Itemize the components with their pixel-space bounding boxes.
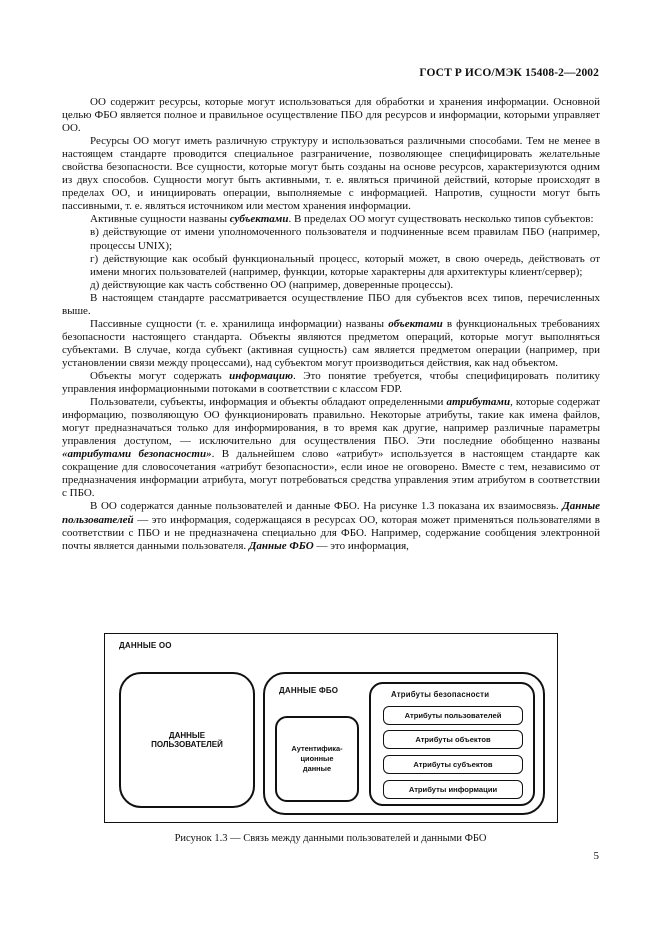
text-run: В ОО содержатся данные пользователей и данные ФБО. На рисунке 1.3 показана их взаимосвязь. (90, 500, 563, 513)
document-body (62, 96, 600, 553)
list-item: в) действующие от имени уполномоченного пользователя и подчиненные всем правилам ПБО (например, процессы UNIX); (90, 226, 600, 252)
paragraph (62, 370, 600, 396)
user-data-label-line2: ПОЛЬЗОВАТЕЛЕЙ (151, 740, 223, 749)
term-attributes: атрибутами (446, 396, 511, 409)
term-objects: объектами (388, 317, 443, 330)
text-run: в функциональных требованиях безопасности настоящего стандарта. Объекты являются предметом операций, которые могут выполняться субъектами. В случае, когда субъект (активная сущность) сам является предметом операции (например, при установлении связи между процессами), над субъектом могут производиться действия, как над объектом. (62, 317, 600, 369)
term-user-data: Данные пользователей (62, 500, 600, 526)
paragraph (62, 213, 600, 226)
text-run: Пользователи, субъекты, информация и объекты обладают определенными (90, 396, 447, 409)
paragraph: Ресурсы ОО могут иметь различную структуру и использоваться различными способами. Тем не менее в настоящем стандарте проводится специальное разграничение, позволяющее специфицировать желательные свойства безопасности. Все сущности, которые могут быть созданы на основе ресурсов, характеризуются одним из двух способов. Сущности могут быть активными, т. е. являться причиной действий, которые происходят в пределах ОО, и инициировать операции, выполняемые с информацией. Напротив, сущности могут быть пассивными, т. е. являться источником или местом хранения информации. (62, 135, 600, 213)
paragraph (62, 318, 600, 370)
auth-data-label-line2: ционные (300, 754, 334, 763)
text-run: Активные сущности названы (90, 213, 230, 226)
subject-attributes-pill: Атрибуты субъектов (383, 755, 523, 774)
security-attributes-label: Атрибуты безопасности (391, 690, 490, 699)
tsf-data-label: ДАННЫЕ ФБО (279, 686, 339, 695)
tsf-data-box (263, 672, 545, 815)
paragraph: ОО содержит ресурсы, которые могут использоваться для обработки и хранения информации. Основной целью ФБО является полное и правильное осуществление ПБО для ресурсов и информации, которыми управляет ОО. (62, 96, 600, 135)
text-run: Пассивные сущности (т. е. хранилища информации) названы (90, 317, 389, 330)
text-run: Объекты могут содержать (90, 369, 230, 382)
security-attributes-box (369, 682, 535, 806)
text-run: — это информация, содержащаяся в ресурсах ОО, которая может применяться пользователями в соответствии с ПБО и не предназначена специально для ФБО. Например, содержание сообщения электронной почты является данными пользователя. (62, 513, 600, 552)
list-item: д) действующие как часть собственно ОО (например, доверенные процессы). (90, 278, 454, 291)
toe-data-label: ДАННЫЕ ОО (119, 641, 172, 650)
text-run: — это информация, (313, 539, 409, 552)
user-data-box (119, 672, 255, 808)
paragraph: В настоящем стандарте рассматривается осуществление ПБО для субъектов всех типов, перечисленных выше. (62, 291, 600, 317)
text-run: . В дальнейшем слово «атрибут» используется в настоящем стандарте как сокращение для словосочетания «атрибут безопасности», если иное не оговорено. Вместе с тем, независимо от предназначения информации атрибута, могут потребоваться средства управления этим атрибутом в соответствии с ПБО. (62, 448, 600, 500)
term-tsf-data: Данные ФБО (248, 539, 314, 552)
auth-data-label-line3: данные (302, 764, 332, 773)
text-run: , которые содержат информацию, позволяющую ОО функционировать правильно. Некоторые атрибуты, такие как имена файлов, могут предназначаться только для информирования, в то время как другие, например различные параметры управления доступом, — исключительно для осуществления ПБО. Эти последние обобщенно названы (62, 396, 601, 448)
object-attributes-pill: Атрибуты объектов (383, 730, 523, 749)
user-data-label-line1: ДАННЫЕ (168, 731, 206, 740)
term-security-attributes: «атрибутами безопасности» (62, 448, 212, 461)
list-item: г) действующие как особый функциональный процесс, который может, в свою очередь, действовать от имени многих пользователей (например, функции, которые характерны для архитектуры клиент/сервер); (90, 252, 600, 278)
document-header: ГОСТ Р ИСО/МЭК 15408-2—2002 (419, 67, 599, 79)
term-subjects: субъектами (229, 213, 289, 226)
figure-data-relationship (104, 633, 558, 823)
text-run: . Это понятие требуется, чтобы специфицировать политику управления информационными потоками в соответствии с классом FDP. (62, 369, 600, 396)
information-attributes-pill: Атрибуты информации (383, 780, 523, 799)
figure-caption: Рисунок 1.3 — Связь между данными пользователей и данными ФБО (174, 833, 487, 844)
auth-data-label-line1: Аутентифика- (291, 744, 343, 753)
paragraph (62, 500, 600, 552)
paragraph (62, 396, 600, 500)
page-number: 5 (593, 850, 599, 862)
auth-data-box (275, 716, 359, 802)
term-information: информацию (229, 369, 294, 382)
user-attributes-pill: Атрибуты пользователей (383, 706, 523, 725)
text-run: . В пределах ОО могут существовать несколько типов субъектов: (288, 213, 594, 226)
